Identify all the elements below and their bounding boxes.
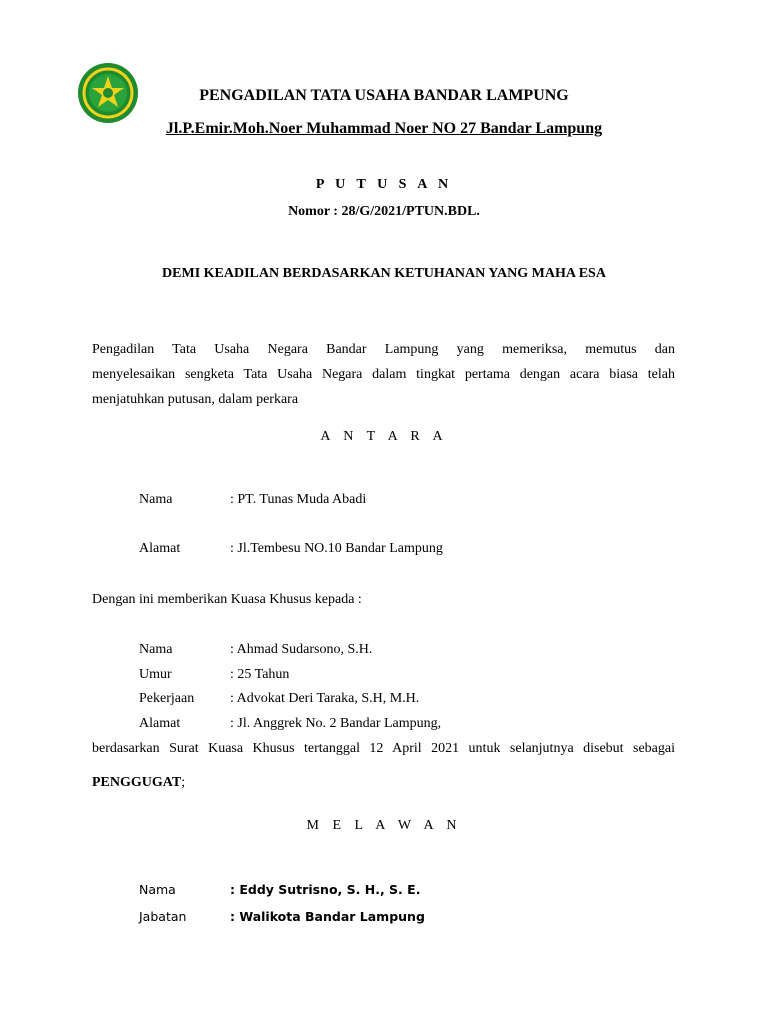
defendant-name-value: : Eddy Sutrisno, S. H., S. E. [230, 882, 421, 897]
plaintiff-address-value: : Jl.Tembesu NO.10 Bandar Lampung [230, 541, 443, 556]
decision-number: Nomor : 28/G/2021/PTUN.BDL. [288, 204, 480, 219]
antara-heading: A N T A R A [320, 429, 448, 444]
intro-line-3: menjatuhkan putusan, dalam perkara [92, 392, 299, 407]
decision-invocation: DEMI KEADILAN BERDASARKAN KETUHANAN YANG MAHA ESA [162, 266, 606, 281]
attorney-name-label: Nama [139, 642, 173, 657]
attorney-age-label: Umur [139, 667, 172, 682]
plaintiff-role [92, 775, 185, 791]
defendant-position-value: : Walikota Bandar Lampung [230, 909, 425, 924]
decision-title: P U T U S A N [315, 177, 453, 192]
intro-line-2: menyelesaikan sengketa Tata Usaha Negara dalam tingkat pertama dengan acara biasa telah [92, 367, 675, 382]
plaintiff-role-suffix: ; [181, 775, 186, 790]
defendant-position-label: Jabatan [139, 909, 187, 924]
power-of-attorney-intro: Dengan ini memberikan Kuasa Khusus kepada : [92, 592, 362, 607]
intro-line-1: Pengadilan Tata Usaha Negara Bandar Lampung yang memeriksa, memutus dan [92, 342, 675, 357]
attorney-name-value: : Ahmad Sudarsono, S.H. [230, 642, 373, 657]
attorney-address-label: Alamat [139, 716, 181, 731]
plaintiff-name-label: Nama [139, 492, 173, 507]
attorney-address-value: : Jl. Anggrek No. 2 Bandar Lampung, [230, 716, 442, 731]
attorney-age-value: : 25 Tahun [230, 667, 290, 682]
plaintiff-role-label: PENGGUGAT [92, 775, 182, 790]
court-name: PENGADILAN TATA USAHA BANDAR LAMPUNG [199, 87, 569, 104]
plaintiff-name-value: : PT. Tunas Muda Abadi [230, 492, 367, 507]
defendant-name-label: Nama [139, 882, 176, 897]
attorney-job-label: Pekerjaan [139, 691, 195, 706]
court-address: Jl.P.Emir.Moh.Noer Muhammad Noer NO 27 Bandar Lampung [165, 120, 603, 137]
plaintiff-address-label: Alamat [139, 541, 181, 556]
attorney-basis-line: berdasarkan Surat Kuasa Khusus tertanggal 12 April 2021 untuk selanjutnya disebut sebagai [92, 741, 675, 756]
attorney-job-value: : Advokat Deri Taraka, S.H, M.H. [230, 691, 420, 706]
melawan-heading: M E L A W A N [306, 818, 462, 833]
